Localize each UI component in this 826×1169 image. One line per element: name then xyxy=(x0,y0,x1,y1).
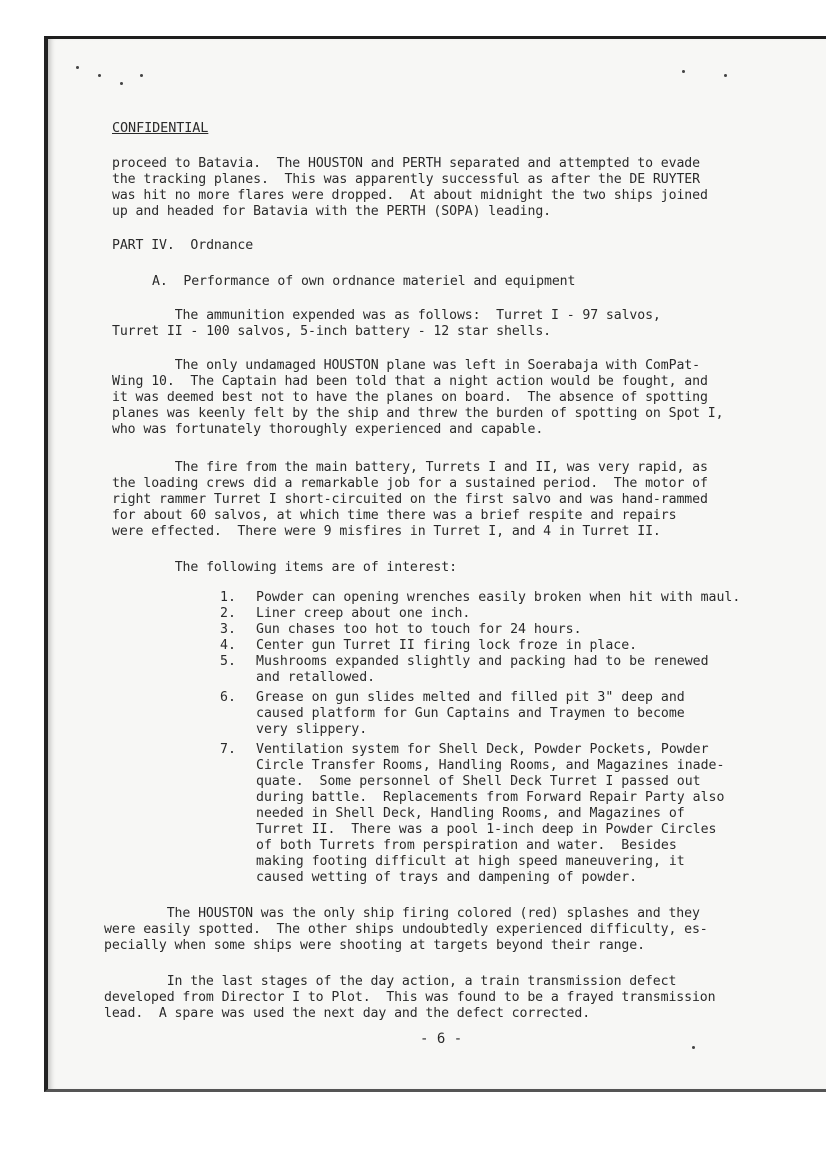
houston-splashes-paragraph: The HOUSTON was the only ship firing colored (red) splashes and they were easily spotted. The other ships undoubtedly experienced difficulty, es- pecially when some ships were shooting at targets beyond their range. xyxy=(104,906,708,953)
page-number: - 6 - xyxy=(420,1031,463,1047)
intro-paragraph: proceed to Batavia. The HOUSTON and PERTH separated and attempted to evade the tracking planes. This was apparently successful as after the DE RUYTER was hit no more flares were dropped. At about midnight the two ships joined up and headed for Batavia with the PERTH (SOPA) leading. xyxy=(112,156,708,219)
items-intro: The following items are of interest: xyxy=(112,560,457,575)
list-item: 3. Gun chases too hot to touch for 24 hours. xyxy=(220,622,582,637)
scan-speck xyxy=(140,74,143,77)
transmission-paragraph: In the last stages of the day action, a train transmission defect developed from Director I to Plot. This was found to be a frayed transmission lead. A spare was used the next day and the defect corrected. xyxy=(104,974,716,1021)
main-battery-paragraph: The fire from the main battery, Turrets I and II, was very rapid, as the loading crews did a remarkable job for a sustained period. The motor of right rammer Turret I short-circuited on the first salvo and was hand-rammed for about 60 salvos, at which time there was a brief respite and repairs were effected. There were 9 misfires in Turret I, and 4 in Turret II. xyxy=(112,460,708,539)
ammunition-paragraph: The ammunition expended was as follows: Turret I - 97 salvos, Turret II - 100 salvos, 5-inch battery - 12 star shells. xyxy=(112,308,661,339)
items-list xyxy=(220,590,780,886)
list-item: 7. Ventilation system for Shell Deck, Powder Pockets, Powder Circle Transfer Rooms, Handling Rooms, and Magazines inade- quate. Some personnel of Shell Deck Turret I passed out during battle. Replacements from Forward Repair Party also needed in Shell Deck, Handling Rooms, and Magazines of Turret II. There was a pool 1-inch deep in Powder Circles of both Turrets from perspiration and water. Besides making footing difficult at high speed maneuvering, it caused wetting of trays and dampening of powder. xyxy=(220,742,725,885)
list-item: 4. Center gun Turret II firing lock froze in place. xyxy=(220,638,638,653)
scan-speck xyxy=(692,1046,695,1049)
list-item: 2. Liner creep about one inch. xyxy=(220,606,471,621)
confidential-heading: CONFIDENTIAL xyxy=(112,120,209,136)
scan-speck xyxy=(76,66,79,69)
list-item: 5. Mushrooms expanded slightly and packing had to be renewed and retallowed. xyxy=(220,654,709,685)
scan-speck xyxy=(98,74,101,77)
list-item: 6. Grease on gun slides melted and filled pit 3" deep and caused platform for Gun Captains and Traymen to become very slippery. xyxy=(220,690,685,737)
list-item: 1. Powder can opening wrenches easily broken when hit with maul. xyxy=(220,590,741,605)
scan-speck xyxy=(120,82,123,85)
scan-speck xyxy=(724,74,727,77)
part-heading: PART IV. Ordnance xyxy=(112,238,254,253)
plane-paragraph: The only undamaged HOUSTON plane was left in Soerabaja with ComPat- Wing 10. The Captain had been told that a night action would be fought, and it was deemed best not to have the planes on board. The absence of spotting planes was keenly felt by the ship and threw the burden of spotting on Spot I, who was fortunately thoroughly experienced and capable. xyxy=(112,358,724,437)
section-heading: A. Performance of own ordnance materiel and equipment xyxy=(152,274,576,289)
scan-speck xyxy=(682,70,685,73)
